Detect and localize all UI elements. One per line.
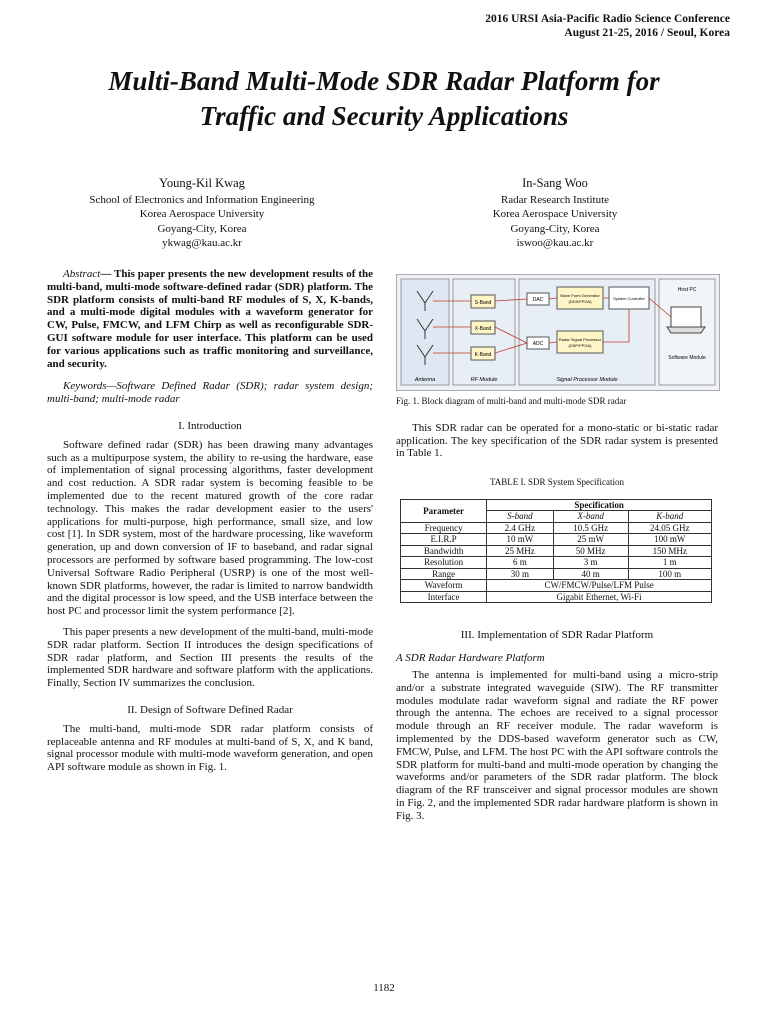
band-header: X-band	[553, 511, 628, 523]
paragraph: This paper presents a new development of the multi-band, multi-mode SDR radar platform. Section II introduces the design specifications of SDR radar platform, and Section III presents the results of the implemented SDR hardware and software platform with the applications. Finally, Section IV summarizes the conclusion.	[47, 625, 373, 690]
abstract	[47, 268, 373, 370]
cell: 25 MHz	[487, 545, 554, 557]
author-email: iswoo@kau.ac.kr	[516, 236, 594, 249]
row-name: Resolution	[401, 557, 487, 569]
laptop-base-icon	[667, 327, 705, 333]
parameter-header: Parameter	[401, 499, 487, 522]
author-university: Korea Aerospace University	[492, 208, 618, 221]
paragraph: The antenna is implemented for multi-band using a micro-strip and/or a substrate integrated waveguide (SIW). The RF transmitter modules modulate radar waveform signal and radiate the RF power through the antenna. The echoes are received to a signal processor module through an RF receiver module. The radar waveform is implemented by the DDS-based waveform generator such as CW, FMCW, Pulse, and LFM. The host PC with the API software controls the SDR platform for multi-band and multi-mode operation by changing the waveforms and/or parameters of the SDR radar platform. The block diagram of the RF transceiver and signal processor modules are shown in Fig. 2, and the implemented SDR radar hardware platform is shown in Fig. 3.	[396, 669, 718, 822]
table-row	[401, 522, 712, 534]
section-heading-design: II. Design of Software Defined Radar	[127, 703, 293, 716]
row-name: E.I.R.P	[401, 534, 487, 546]
waveform-generator-sub-label: (DDS/FPGA)	[568, 299, 592, 304]
waveform-generator-label: Wave Form Generator	[560, 293, 600, 298]
waveform-generator-block	[557, 287, 603, 309]
x-band-label: X-Band	[474, 326, 492, 332]
table-row	[401, 568, 712, 580]
cell: CW/FMCW/Pulse/LFM Pulse	[487, 580, 712, 592]
cell: 100 m	[628, 568, 711, 580]
adc-label: ADC	[532, 341, 544, 347]
rf-module-section-label: RF Module	[470, 377, 498, 383]
signal-processor-section-label: Signal Processor Module	[556, 377, 618, 383]
author-affiliation: Radar Research Institute	[500, 194, 610, 207]
cell: 24.05 GHz	[628, 522, 711, 534]
s-band-label: S-Band	[474, 300, 492, 306]
table-row	[401, 545, 712, 557]
host-pc-label: Host PC	[677, 287, 697, 293]
conference-name: 2016 URSI Asia-Pacific Radio Science Conference	[485, 13, 730, 25]
paragraph: The multi-band, multi-mode SDR radar platform consists of replaceable antenna and RF modules at multi-band of S, X, and K band, signal processor module with multi-mode waveform generation, and open API software module as shown in Fig. 1.	[47, 722, 373, 774]
left-column	[47, 268, 373, 774]
cell: 10 mW	[487, 534, 554, 546]
table-row	[401, 534, 712, 546]
author-block-1	[52, 176, 352, 250]
paper-title	[30, 64, 738, 134]
row-name: Range	[401, 568, 487, 580]
specification-table	[400, 499, 712, 604]
paragraph: This SDR radar can be operated for a mono-static or bi-static radar application. The key specification of the SDR radar system is presented in Table 1.	[396, 421, 718, 460]
table-row	[401, 557, 712, 569]
cell: 150 MHz	[628, 545, 711, 557]
keywords: Keywords—Software Defined Radar (SDR); radar system design; multi-band; multi-mode radar	[47, 380, 373, 406]
block-diagram-figure	[396, 274, 720, 391]
right-column	[396, 268, 718, 823]
conference-date: August 21-25, 2016 / Seoul, Korea	[564, 27, 730, 39]
title-line-2: Traffic and Security Applications	[199, 101, 569, 131]
author-university: Korea Aerospace University	[139, 208, 265, 221]
system-controller-label: System Controller	[613, 296, 645, 301]
row-name: Interface	[401, 591, 487, 603]
author-name: Young-Kil Kwag	[159, 176, 245, 190]
cell: 6 m	[487, 557, 554, 569]
title-line-1: Multi-Band Multi-Mode SDR Radar Platform for	[108, 66, 660, 96]
table-row	[401, 591, 712, 603]
cell: 50 MHz	[553, 545, 628, 557]
software-module-label: Software Module	[668, 355, 706, 361]
cell: 30 m	[487, 568, 554, 580]
subsection-heading: A SDR Radar Hardware Platform	[396, 652, 545, 665]
section-heading-introduction: I. Introduction	[178, 419, 242, 432]
author-email: ykwag@kau.ac.kr	[162, 236, 242, 249]
block-diagram	[397, 275, 719, 390]
k-band-label: K-Band	[474, 352, 492, 358]
cell: 25 mW	[553, 534, 628, 546]
laptop-icon	[671, 307, 701, 327]
row-name: Frequency	[401, 522, 487, 534]
radar-signal-processor-block	[557, 331, 603, 353]
dac-label: DAC	[532, 297, 544, 303]
author-city: Goyang-City, Korea	[510, 222, 600, 235]
section-heading-implementation: III. Implementation of SDR Radar Platform	[460, 629, 654, 642]
table-row	[401, 580, 712, 592]
author-city: Goyang-City, Korea	[157, 222, 247, 235]
cell: 100 mW	[628, 534, 711, 546]
cell: 40 m	[553, 568, 628, 580]
cell: 3 m	[553, 557, 628, 569]
figure-caption: Fig. 1. Block diagram of multi-band and multi-mode SDR radar	[396, 396, 627, 406]
row-name: Waveform	[401, 580, 487, 592]
row-name: Bandwidth	[401, 545, 487, 557]
author-name: In-Sang Woo	[522, 176, 588, 190]
page-number: 1182	[373, 982, 395, 994]
abstract-text: — This paper presents the new development results of the multi-band, multi-mode software-defined radar (SDR) platform. The SDR platform consists of multi-band RF modules of S, X, K-bands, and a multi-mode digital modules with a waveform generator for CW, Pulse, FMCW, and LFM Chirp as well as reconfigurable SDR-GUI software module for user interface. This platform can be used for various applications such as traffic monitoring and surveillance, and security.	[47, 268, 373, 370]
abstract-label: Abstract	[63, 268, 101, 280]
table-caption: TABLE I. SDR System Specification	[489, 477, 624, 488]
cell: 2.4 GHz	[487, 522, 554, 534]
conference-header	[485, 12, 730, 40]
radar-signal-processor-sub-label: (DSP/FPGA)	[568, 343, 592, 348]
cell: 10.5 GHz	[553, 522, 628, 534]
author-affiliation: School of Electronics and Information Engineering	[89, 194, 315, 207]
antenna-section-label: Antenna	[414, 377, 436, 383]
radar-signal-processor-label: Radar Signal Processor	[558, 337, 602, 342]
cell: Gigabit Ethernet, Wi-Fi	[487, 591, 712, 603]
cell: 1 m	[628, 557, 711, 569]
specification-header: Specification	[487, 499, 712, 511]
band-header: K-band	[628, 511, 711, 523]
paragraph: Software defined radar (SDR) has been drawing many advantages such as a multipurpose system, the ability to re-using the hardware, ease of implementation of signal processing algorithms, faster development and cost reduction. A SDR radar system is becoming feasible to be implemented due to the recent matured growth of the core radar technology. This makes the radar development easier to the users' applications for multi-purpose, high performance, small size, and low cost [1]. In SDR system, most of the hardware processing, like waveform generation, up and down conversion of IF to baseband, and radar signal processors are performed by software based programming. The low-cost Universal Software Radio Peripheral (USRP) is one of the most well-known SDR platforms, however, the radar is limited to narrow bandwidth and the digital processor is low speed, and the USB interface between the host PC and processor limit the system performance [2].	[47, 438, 373, 618]
band-header: S-band	[487, 511, 554, 523]
author-block-2	[405, 176, 705, 250]
